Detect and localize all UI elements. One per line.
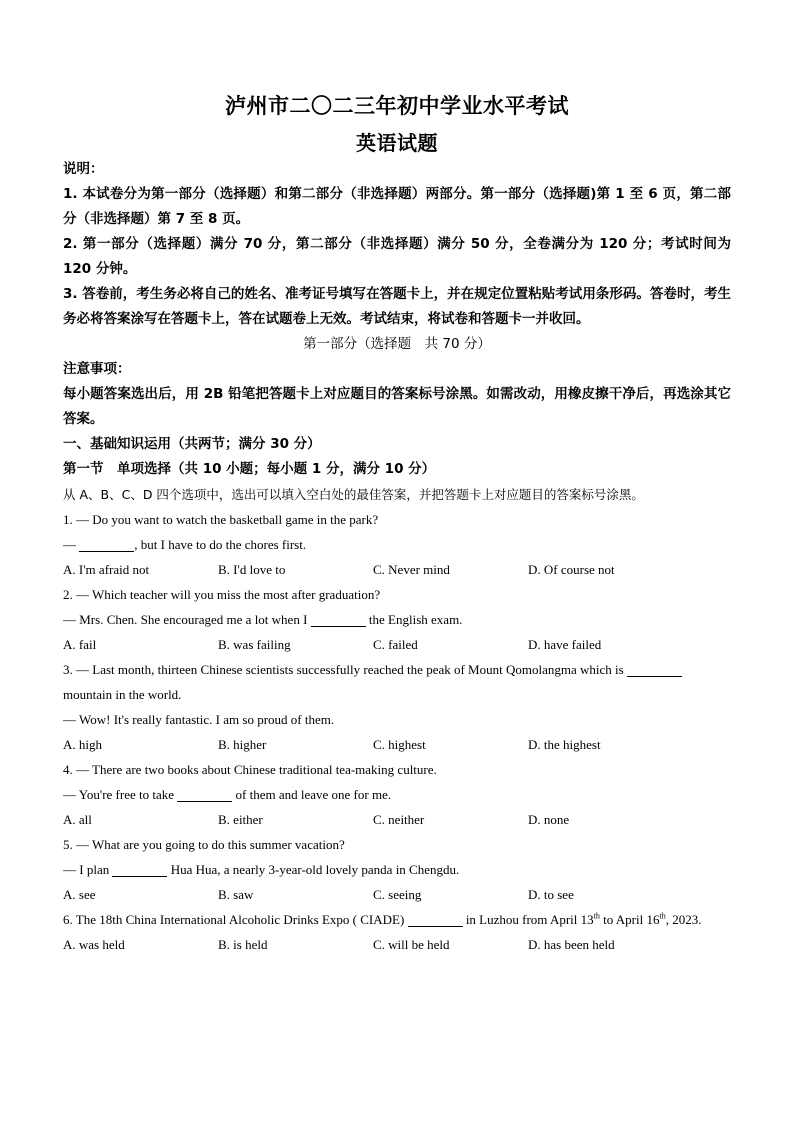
section-heading: 一、基础知识运用（共两节；满分 30 分） (63, 436, 321, 452)
reply-prefix: — You're free to take (63, 787, 178, 802)
question-1 (63, 507, 731, 532)
question-prompt-end: mountain in the world. (63, 687, 182, 702)
instruction-item: 3. 答卷前，考生务必将自己的姓名、准考证号填写在答题卡上，并在规定位置粘贴考试用条形码。答卷时，考生务必将答案涂写在答题卡上，答在试题卷上无效。考试结束，将试卷和答题卡一并收回。 (63, 286, 731, 327)
option-b: B. I'd love to (218, 562, 286, 577)
option-d: D. has been held (528, 937, 615, 952)
reply-text: — Wow! It's really fantastic. I am so proud of them. (63, 712, 335, 727)
question-4-reply (63, 782, 731, 807)
question-3-reply (63, 707, 731, 732)
option-a: A. see (63, 887, 96, 902)
option-d: D. Of course not (528, 562, 615, 577)
answer-blank (627, 662, 682, 677)
notes-text: 每小题答案选出后，用 2B 铅笔把答题卡上对应题目的答案标号涂黑。如需改动，用橡皮擦干净后，再选涂其它答案。 (63, 386, 731, 427)
option-c: C. Never mind (373, 562, 450, 577)
reply-prefix: — Mrs. Chen. She encouraged me a lot when I (63, 612, 311, 627)
answer-blank (112, 862, 167, 877)
question-prompt: 3. — Last month, thirteen Chinese scientists successfully reached the peak of Mount Qomolangma which is (63, 662, 627, 677)
question-prompt-mid2: to April 16 (599, 912, 660, 927)
option-c: C. failed (373, 637, 418, 652)
option-d: D. to see (528, 887, 574, 902)
exam-page (63, 92, 731, 957)
question-6 (63, 907, 731, 932)
option-b: B. is held (218, 937, 268, 952)
option-a: A. I'm afraid not (63, 562, 150, 577)
question-prompt-end: , 2023. (665, 912, 702, 927)
part-heading: 第一部分（选择题 共 70 分） (303, 336, 491, 352)
option-b: B. saw (218, 887, 254, 902)
reply-suffix: Hua Hua, a nearly 3-year-old lovely panda in Chengdu. (167, 862, 460, 877)
option-c: C. seeing (373, 887, 422, 902)
question-prompt: 6. The 18th China International Alcoholic Drinks Expo ( CIADE) (63, 912, 408, 927)
question-prompt: 2. — Which teacher will you miss the most after graduation? (63, 587, 381, 602)
option-b: B. was failing (218, 637, 291, 652)
question-4 (63, 757, 731, 782)
option-a: A. all (63, 812, 92, 827)
option-c: C. will be held (373, 937, 450, 952)
option-d: D. the highest (528, 737, 601, 752)
instruction-item: 1. 本试卷分为第一部分（选择题）和第二部分（非选择题）两部分。第一部分（选择题)第 1 至 6 页，第二部分（非选择题）第 7 至 8 页。 (63, 186, 731, 227)
option-c: C. neither (373, 812, 425, 827)
subsection-heading: 第一节 单项选择（共 10 小题；每小题 1 分，满分 10 分） (63, 461, 436, 477)
option-d: D. none (528, 812, 570, 827)
option-a: A. high (63, 737, 102, 752)
option-c: C. highest (373, 737, 426, 752)
question-prompt: 5. — What are you going to do this summer vacation? (63, 837, 345, 852)
question-2-options (63, 632, 731, 657)
directions-text: 从 A、B、C、D 四个选项中，选出可以填入空白处的最佳答案，并把答题卡上对应题目的答案标号涂黑。 (63, 487, 644, 502)
instruction-item: 2. 第一部分（选择题）满分 70 分，第二部分（非选择题）满分 50 分，全卷满分为 120 分；考试时间为 120 分钟。 (63, 236, 731, 277)
question-1-reply (63, 532, 731, 557)
option-d: D. have failed (528, 637, 602, 652)
question-prompt: 1. — Do you want to watch the basketball game in the park? (63, 512, 379, 527)
answer-blank (311, 612, 366, 627)
question-5 (63, 832, 731, 857)
notes-heading: 注意事项： (63, 361, 131, 377)
question-5-options (63, 882, 731, 907)
question-6-options (63, 932, 731, 957)
question-3 (63, 657, 731, 707)
instructions-heading: 说明： (63, 161, 104, 177)
exam-title: 泸州市二〇二三年初中学业水平考试 (225, 94, 569, 118)
answer-blank (408, 912, 463, 927)
option-b: B. higher (218, 737, 267, 752)
question-4-options (63, 807, 731, 832)
reply-prefix: — (63, 537, 80, 552)
ordinal-suffix: th (659, 911, 666, 921)
option-a: A. fail (63, 637, 97, 652)
option-b: B. either (218, 812, 263, 827)
question-3-options (63, 732, 731, 757)
question-5-reply (63, 857, 731, 882)
question-2 (63, 582, 731, 607)
question-1-options (63, 557, 731, 582)
answer-blank (79, 537, 134, 552)
ordinal-suffix: th (593, 911, 600, 921)
exam-subtitle: 英语试题 (356, 131, 438, 155)
answer-blank (177, 787, 232, 802)
question-prompt: 4. — There are two books about Chinese traditional tea-making culture. (63, 762, 437, 777)
question-2-reply (63, 607, 731, 632)
reply-suffix: , but I have to do the chores first. (134, 537, 307, 552)
reply-suffix: of them and leave one for me. (232, 787, 392, 802)
question-prompt-mid: in Luzhou from April 13 (462, 912, 594, 927)
reply-suffix: the English exam. (365, 612, 463, 627)
reply-prefix: — I plan (63, 862, 113, 877)
option-a: A. was held (63, 937, 125, 952)
